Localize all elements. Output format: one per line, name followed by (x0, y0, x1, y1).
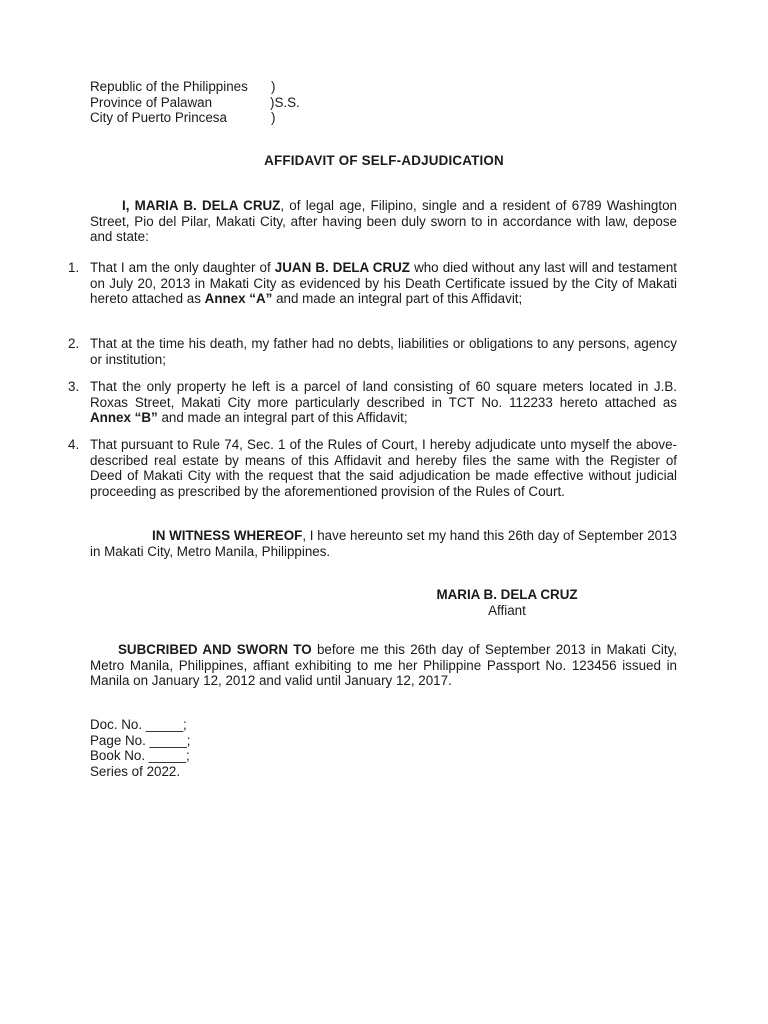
document-title: AFFIDAVIT OF SELF-ADJUDICATION (264, 153, 504, 168)
caption-ss: )S.S. (270, 94, 300, 110)
series-year: Series of 2022. (90, 763, 181, 779)
numbered-item-1 (90, 260, 677, 307)
item-3-text-a: That the only property he left is a parcel of land consisting of 60 square meters located in J.B. Roxas Street, Makati City more particularly described in TCT No. 112233 hereto attached as (90, 379, 677, 410)
numbered-item-3 (90, 379, 677, 426)
witness-text: , I have hereunto set my hand this 26th day of September 2013 in Makati City, Metro Manila, Philippines. (90, 528, 677, 559)
item-number-3: 3. (68, 379, 80, 394)
jurat-lead: SUBCRIBED AND SWORN TO (118, 642, 312, 657)
notarial-register-info (90, 717, 191, 779)
page-no: Page No. _____; (90, 732, 191, 748)
numbered-item-2 (90, 336, 677, 367)
witness-paragraph (90, 528, 677, 559)
item-number-1: 1. (68, 260, 80, 275)
item-1-text-a: That I am the only daughter of (90, 260, 275, 275)
item-3-text-b: and made an integral part of this Affidavit; (157, 410, 408, 425)
caption-republic-bracket: ) (271, 79, 276, 94)
item-number-4: 4. (68, 437, 80, 452)
caption-city: City of Puerto Princesa (90, 110, 227, 125)
jurat-paragraph (90, 642, 677, 689)
doc-no: Doc. No. _____; (90, 717, 187, 732)
item-2-text: That at the time his death, my father had no debts, liabilities or obligations to any persons, agency or institution; (90, 336, 677, 367)
affiant-signature-name: MARIA B. DELA CRUZ (436, 587, 578, 602)
annex-b: Annex “B” (90, 410, 158, 425)
intro-text: , of legal age, Filipino, single and a resident of 6789 Washington Street, Pio del Pilar, Makati City, after having been duly sworn to in accordance with law, depose and state: (90, 198, 677, 244)
item-4-text: That pursuant to Rule 74, Sec. 1 of the Rules of Court, I hereby adjudicate unto myself the above-described real estate by means of this Affidavit and hereby files the same with the Register of Deed of Makati City with the request that the said adjudication be made effective without judicial proceeding as prescribed by the aforementioned provision of the Rules of Court. (90, 437, 677, 499)
caption-city-bracket: ) (271, 110, 276, 125)
annex-a: Annex “A” (204, 291, 273, 306)
witness-lead: IN WITNESS WHEREOF (152, 528, 303, 543)
jurat-text: before me this 26th day of September 2013 in Makati City, Metro Manila, Philippines, affiant exhibiting to me her Philippine Passport No. 123456 issued in Manila on January 12, 2012 and valid until January 12, 2017. (90, 642, 677, 688)
decedent-name: JUAN B. DELA CRUZ (274, 260, 410, 275)
affiant-label: Affiant (488, 602, 526, 618)
caption-province: Province of Palawan (90, 94, 213, 110)
affiant-name-intro: I, MARIA B. DELA CRUZ (122, 198, 281, 213)
item-1-text-c: and made an integral part of this Affidavit; (272, 291, 523, 306)
book-no: Book No. _____; (90, 748, 190, 763)
item-number-2: 2. (68, 336, 80, 351)
numbered-item-4 (90, 437, 677, 499)
signature-block (394, 587, 620, 618)
caption-republic: Republic of the Philippines (90, 79, 248, 94)
item-1-text-b: who died without any last will and testament on July 20, 2013 in Makati City as evidenced by his Death Certificate issued by the City of Makati hereto attached as (90, 260, 678, 306)
intro-paragraph (90, 198, 677, 245)
